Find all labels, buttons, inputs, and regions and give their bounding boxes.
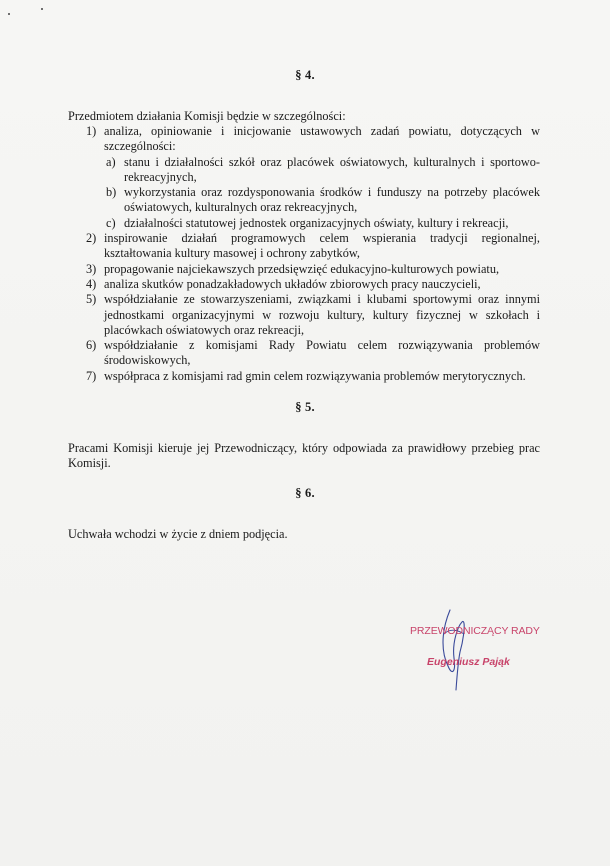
list-item	[86, 124, 540, 155]
section-4-title: § 4.	[295, 68, 315, 82]
stamp-title: PRZEWODNICZĄCY RADY	[410, 625, 540, 637]
sub-list-item-letter: a)	[106, 154, 116, 169]
sub-list-item	[86, 155, 540, 186]
sub-list-item-text: działalności statutowej jednostek organizacyjnych oświaty, kultury i rekreacji,	[124, 215, 509, 230]
list-item-number: 7)	[86, 368, 97, 383]
list-item-number: 2)	[86, 231, 97, 246]
stamp-name: Eugeniusz Pająk	[427, 656, 510, 668]
section-5-title: § 5.	[295, 400, 315, 414]
sub-list-item-text: wykorzystania oraz rozdysponowania środków i funduszy na potrzeby placówek oświatowych, kulturalnych oraz rekreacyjnych,	[124, 185, 540, 215]
section-6-title: § 6.	[295, 486, 315, 500]
section-6-text: Uchwała wchodzi w życie z dniem podjęcia.	[68, 527, 288, 541]
sub-list-item-letter: c)	[106, 215, 116, 230]
sub-list-item	[86, 185, 540, 216]
sub-list-item	[86, 216, 540, 231]
list-item-number: 6)	[86, 338, 97, 353]
list-item	[86, 231, 540, 262]
scan-speck	[8, 13, 10, 15]
sub-list-item-letter: b)	[106, 185, 117, 200]
list-item	[86, 292, 540, 338]
section-5-text: Pracami Komisji kieruje jej Przewodniczący, który odpowiada za prawidłowy przebieg prac Komisji.	[68, 441, 540, 471]
section-4-list	[86, 124, 540, 384]
section-4-intro: Przedmiotem działania Komisji będzie w szczególności:	[68, 109, 346, 123]
list-item	[86, 262, 540, 277]
list-item-number: 5)	[86, 292, 97, 307]
list-item-text: inspirowanie działań programowych celem wspierania tradycji regionalnej, kształtowania kultury masowej i ochrony zabytków,	[104, 231, 540, 261]
list-item-number: 3)	[86, 261, 97, 276]
list-item-text: współdziałanie z komisjami Rady Powiatu celem rozwiązywania problemów środowiskowych,	[104, 338, 540, 368]
scan-speck	[41, 8, 43, 10]
list-item-text: analiza, opiniowanie i inicjowanie ustawowych zadań powiatu, dotyczących w szczególności:	[104, 124, 540, 154]
list-item-text: współpraca z komisjami rad gmin celem rozwiązywania problemów merytorycznych.	[104, 368, 526, 383]
list-item	[86, 277, 540, 292]
handwritten-signature	[430, 604, 480, 694]
sub-list-item-text: stanu i działalności szkół oraz placówek oświatowych, kulturalnych i sportowo-rekreacyjnych,	[124, 154, 540, 184]
list-item	[86, 338, 540, 369]
list-item-text: współdziałanie ze stowarzyszeniami, związkami i klubami sportowymi oraz innymi jednostkami organizacyjnymi w rozwoju kultury, kultury fizycznej w szkołach i placówkach oświatowych oraz rekreacji,	[104, 292, 540, 337]
list-item	[86, 369, 540, 384]
list-item-text: propagowanie najciekawszych przedsięwzięć edukacyjno-kulturowych powiatu,	[104, 261, 500, 276]
list-item-number: 1)	[86, 124, 97, 138]
list-item-text: analiza skutków ponadzakładowych układów zbiorowych pracy nauczycieli,	[104, 276, 481, 291]
list-item-number: 4)	[86, 276, 97, 291]
